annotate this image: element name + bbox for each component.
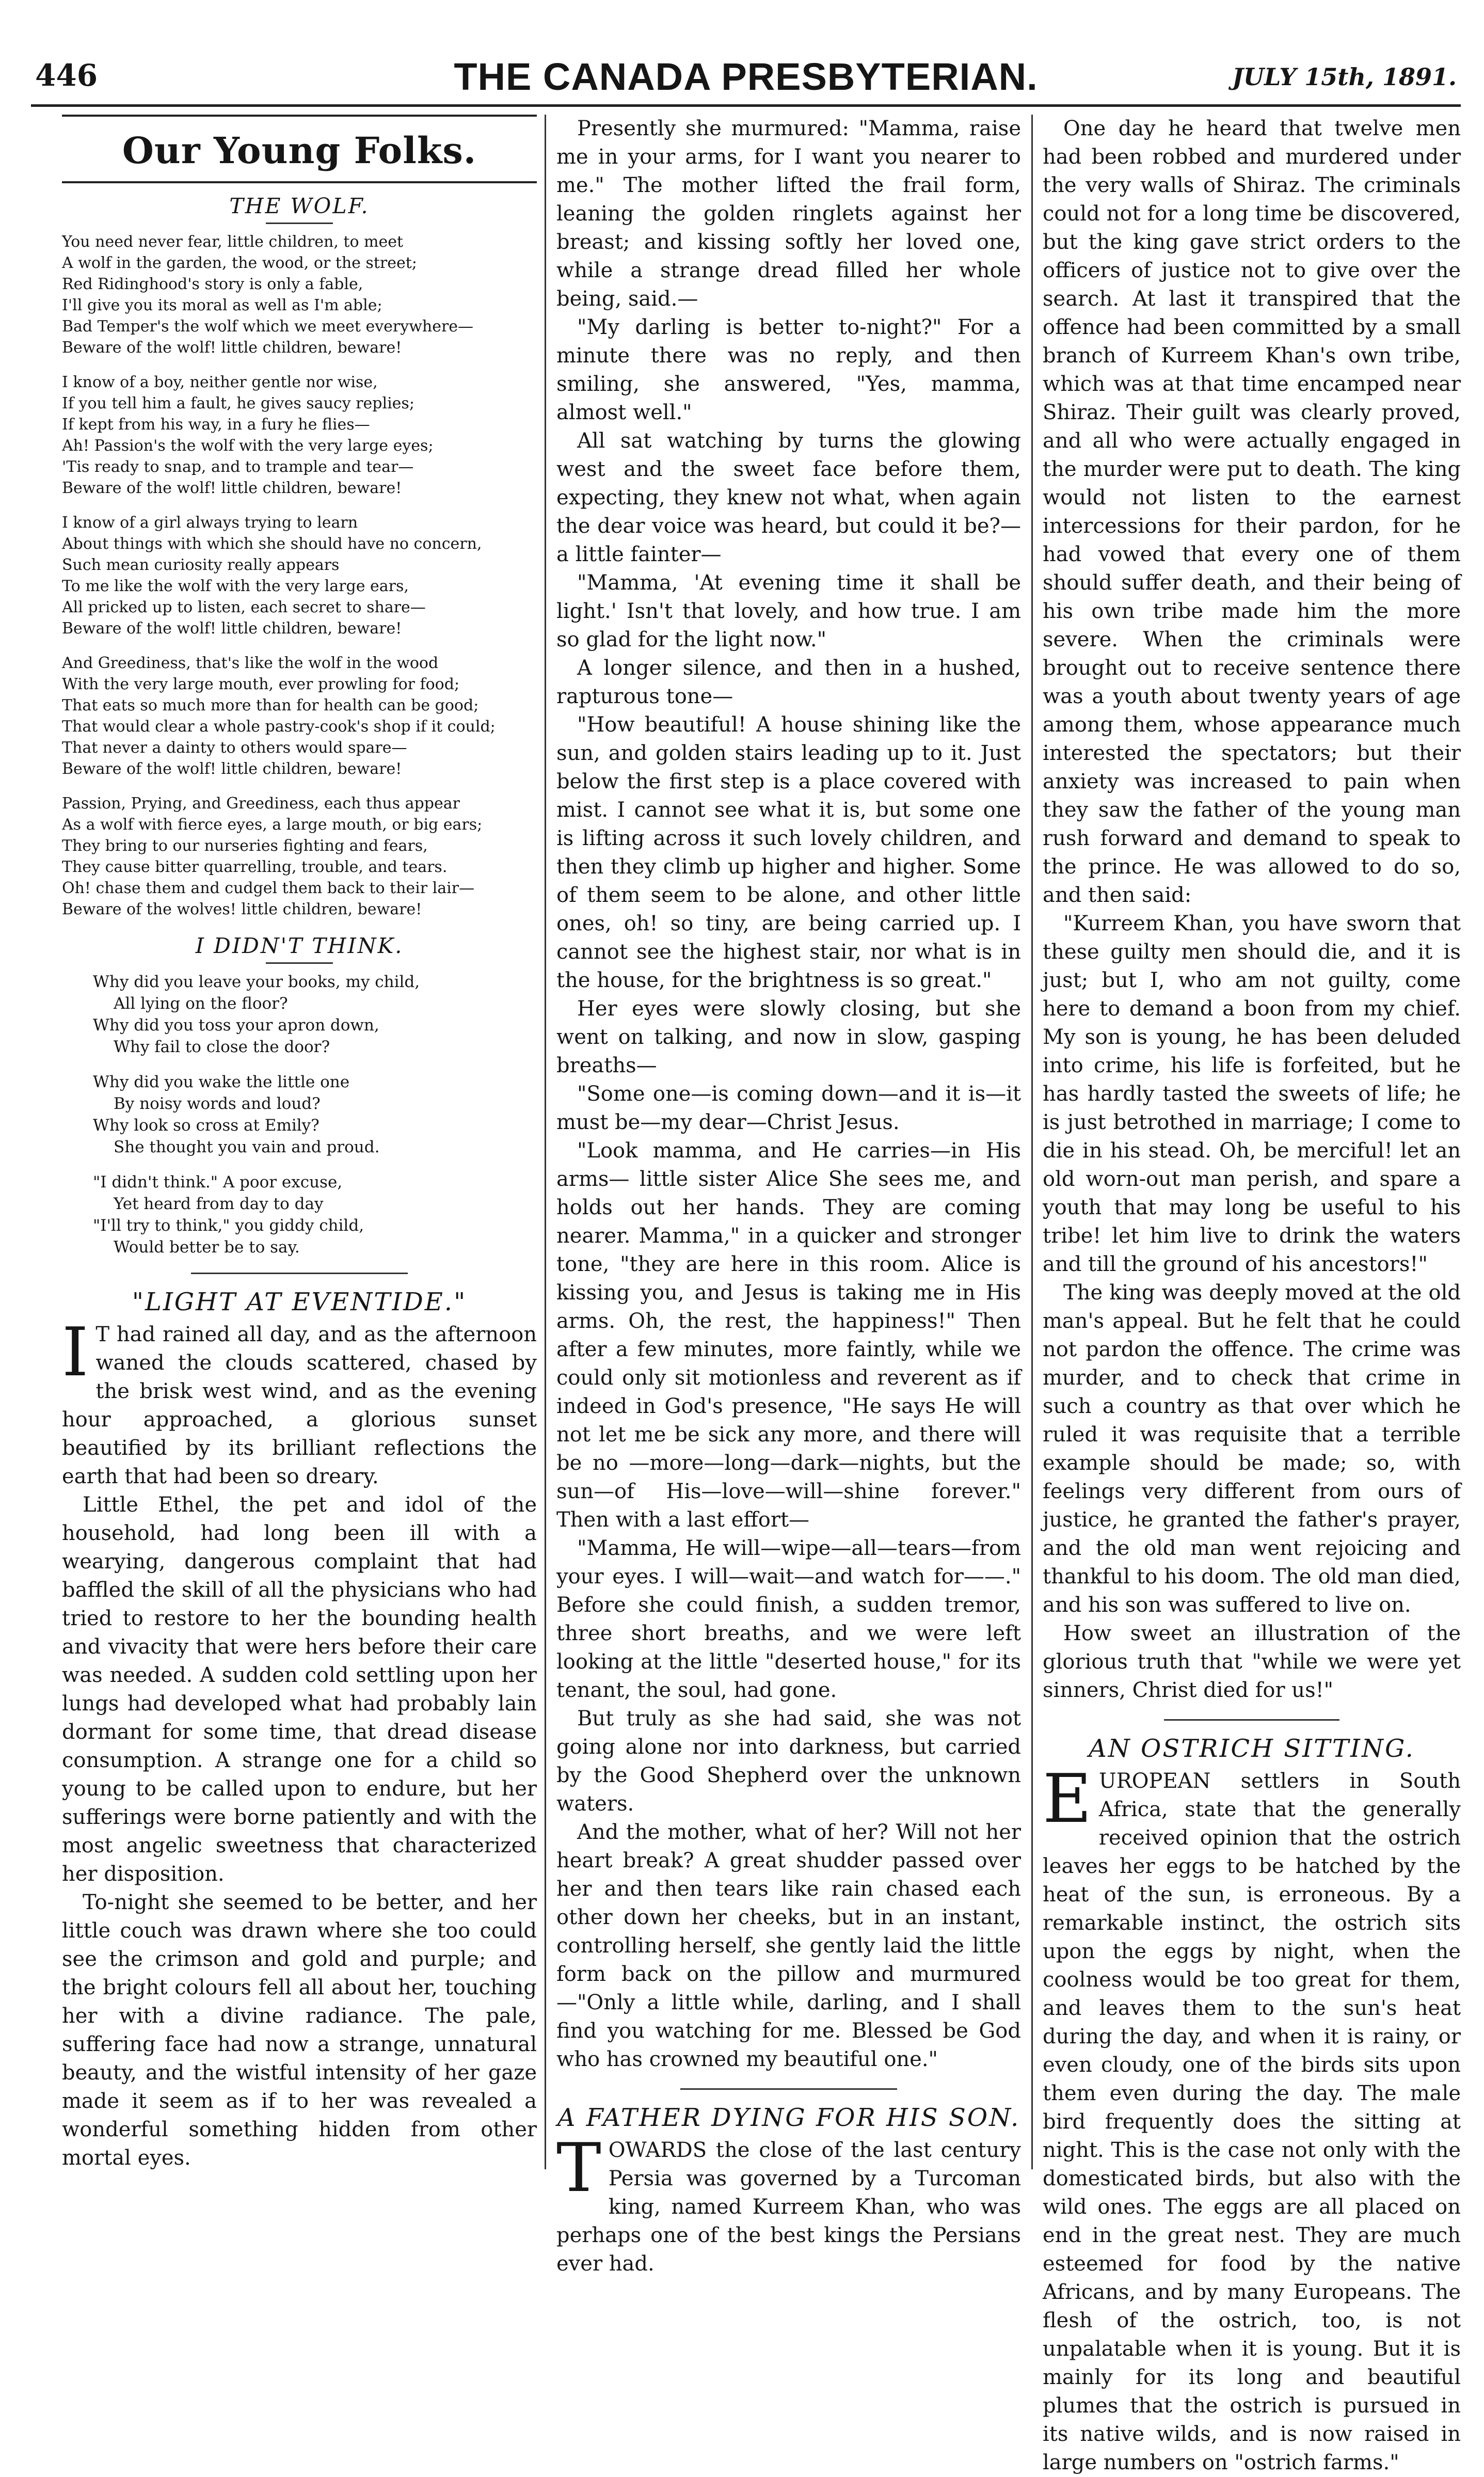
verse-line: I know of a boy, neither gentle nor wise, [62,373,378,391]
paragraph: "Look mamma, and He carries—in His arms— little sister Alice She sees me, and holds out her hands. They are coming nearer. Mamma," in a quicker and stronger tone, "they are here in this room. Alice is kissing you, and Jesus is taking me in His arms. Oh, the rest, the happiness!" Then after a few minutes, more faintly, while we could only sit motionless and reverent as if indeed in God's presence, "He says He will not let me be sick any more, and there will be no —more—long—dark—nights, but the sun—of His—love—will—shine forever." Then with a last effort— [556,1139,1021,1532]
paragraph: But truly as she had said, she was not going alone nor into darkness, but carried by the Good Shepherd over the unknown waters. [556,1707,1021,1816]
section-heading: Our Young Folks. [62,115,537,183]
verse-line: To me like the wolf with the very large ears, [62,577,409,595]
drop-cap: I [62,1313,89,1391]
stanza [93,1171,537,1258]
verse-line: By noisy words and loud? [114,1094,321,1113]
poem-title-the-wolf: THE WOLF. [229,194,370,218]
paragraph: One day he heard that twelve men had been robbed and murdered under the very walls of Shiraz. The criminals could not for a long time be discovered, but the king gave strict orders to the officers of justice not to give over the search. At last it transpired that the offence had been committed by a small branch of Kurreem Khan's own tribe, which was at that time encamped near Shiraz. Their guilt was clearly proved, and all who were actually engaged in the murder were put to death. The king would not listen to the earnest intercessions for their pardon, for he had vowed that every one of them should suffer death, and their being of his own tribe made him the more severe. When the criminals were brought out to receive sentence there was a youth about twenty years of age among them, whose appearance much interested the spectators; but their anxiety was increased to pain when they saw the father of the young man rush forward and demand to speak to the prince. He was allowed to do so, and then said: [1043,117,1461,907]
verse-line: Beware of the wolf! little children, beware! [62,620,402,638]
verse-line: Beware of the wolf! little children, beware! [62,760,402,778]
paragraph: How sweet an illustration of the glorious truth that "while we were yet sinners, Christ died for us!" [1043,1622,1461,1702]
paragraph: "How beautiful! A house shining like the sun, and golden stairs leading up to it. Just below the first step is a place covered with mist. I cannot see what it is, but some one is lifting across it such lovely children, and then they climb up higher and higher. Some of them seem to be alone, and other little ones, oh! so tiny, are being carried up. I cannot see the highest stair, nor what is in the house, for the brightness is so great." [556,713,1021,992]
stanza [62,653,537,780]
article-father-dying-part-2 [1043,115,1461,1705]
stanza [62,372,537,499]
verse-line: You need never fear, little children, to meet [62,233,404,251]
verse-line: Such mean curiosity really appears [62,556,340,574]
verse-line: Red Ridinghood's story is only a fable, [62,275,363,293]
paragraph: All sat watching by turns the glowing west and the sweet face before them, expecting, they knew not what, when again the dear voice was heard, but could it be?—a little fainter— [556,429,1021,566]
paragraph: "Some one—is coming down—and it is—it must be—my dear—Christ Jesus. [556,1082,1021,1134]
paragraph: The king was deeply moved at the old man's appeal. But he felt that he could not pardon the offence. The crime was murder, and to check that crime in such a country as that over which he ruled it was requisite that a terrible example should be made; so, with feelings very different from ours of justice, he granted the father's prayer, and the old man went rejoicing and thankful to his doom. The old man died, and his son was suffered to live on. [1043,1281,1461,1617]
verse-line: That eats so much more than for health can be good; [62,696,479,714]
verse-line: As a wolf with fierce eyes, a large mouth, or big ears; [62,816,483,834]
paragraph: "My darling is better to-night?" For a minute there was no reply, and then smiling, she answered, "Yes, mamma, almost well." [556,315,1021,424]
article-light-at-eventide-part-1 [62,1313,537,2172]
paragraph: I T had rained all day, and as the afternoon waned the clouds scattered, chased by the brisk west wind, and as the evening hour approached, a glorious sunset beautified by its brilliant reflections the earth that had been so dreary. [62,1313,537,1488]
verse-line: That never a dainty to others would spare— [62,739,407,757]
title-rule [266,962,333,964]
paragraph: And the mother, what of her? Will not her heart break? A great shudder passed over her and then tears like rain chased each other down her cheeks, but in an instant, controlling herself, she gently laid the little form back on the pillow and murmured—"Only a little while, darling, and I shall find you watching for me. Blessed be God who has crowned my beautiful one." [556,1820,1021,2071]
paragraph: Little Ethel, the pet and idol of the household, had long been ill with a wearying, dangerous complaint that had baffled the skill of all the physicians who had tried to restore to her the bounding health and vivacity that were hers before their care was needed. A sudden cold settling upon her lungs had developed what had probably lain dormant for some time, that dread disease consumption. A strange one for a child so young to be called upon to endure, but her sufferings were borne patiently and with the most angelic sweetness that characterized her disposition. [62,1493,537,1886]
paragraph: "Mamma, 'At evening time it shall be light.' Isn't that lovely, and how true. I am so glad for the light now." [556,571,1021,652]
article-father-dying-part-1 [556,2129,1021,2278]
paragraph: EUROPEAN settlers in South Africa, state that the generally received opinion that the ostrich leaves her eggs to be hatched by the heat of the sun, is erroneous. By a remarkable instinct, the ostrich sits upon the eggs by night, when the coolness would be too great for them, and leaves them to the sun's heat during the day, and when it is rainy, or even cloudy, one of the birds sits upon them even during the day. The male bird frequently does the sitting at night. This is the case not only with the domesticated birds, but also with the wild ones. The eggs are all placed on end in the great nest. They are much esteemed for food by the native Africans, and by many Europeans. The flesh of the ostrich, too, is not unpalatable when it is young. But it is mainly for its long and beautiful plumes that the ostrich is pursued in its native wilds, and is now raised in large numbers on "ostrich farms." [1043,1759,1461,2474]
verse-line: All pricked up to listen, each secret to share— [62,598,426,616]
verse-line: Why did you wake the little one [93,1073,350,1091]
column-rule [545,115,546,2169]
title-rule [266,223,333,224]
verse-line: That would clear a whole pastry-cook's shop if it could; [62,718,496,736]
verse-line: If you tell him a fault, he gives saucy replies; [62,394,414,412]
paragraph: Presently she murmured: "Mamma, raise me in your arms, for I want you nearer to me." The mother lifted the frail form, leaning the golden ringlets against her breast; and kissing softly her loved one, while a strange dread filled her whole being, said.— [556,117,1021,311]
verse-line: I'll give you its moral as well as I'm able; [62,296,382,314]
verse-line: Bad Temper's the wolf which we meet everywhere— [62,317,474,336]
verse-line: They bring to our nurseries fighting and fears, [62,837,428,855]
article-title-ostrich-sitting: AN OSTRICH SITTING. [1089,1734,1415,1763]
column-2 [556,115,1021,2276]
verse-line: 'Tis ready to snap, and to trample and tear— [62,458,414,476]
article-ostrich-sitting [1043,1759,1461,2477]
stanza [62,512,537,639]
article-rule [680,2088,897,2090]
verse-line: If kept from his way, in a fury he flies— [62,416,370,434]
verse-line: Ah! Passion's the wolf with the very large eyes; [62,437,434,455]
article-title-father-dying: A FATHER DYING FOR HIS SON. [557,2103,1020,2132]
article-light-at-eventide-part-2 [556,115,1021,2074]
verse-line: They cause bitter quarrelling, trouble, and tears. [62,858,448,876]
stanza [93,971,537,1058]
paragraph: To-night she seemed to be better, and her little couch was drawn where she too could see the crimson and gold and purple; and the bright colours fell all about her, touching her with a divine radiance. The pale, suffering face had now a strange, unnatural beauty, and the wistful intensity of her gaze made it seem as if to her was revealed a wonderful something hidden from other mortal eyes. [62,1891,537,2170]
verse-line: About things with which she should have no concern, [62,535,482,553]
drop-cap: E [1043,1759,1092,1838]
verse-line: With the very large mouth, ever prowling for food; [62,675,460,693]
poem-the-wolf [62,231,537,920]
article-rule [1164,1719,1339,1721]
verse-line: And Greediness, that's like the wolf in the wood [62,654,439,672]
verse-line: Beware of the wolf! little children, beware! [62,339,402,357]
verse-line: "I didn't think." A poor excuse, [93,1173,343,1192]
article-title-light-at-eventide: "LIGHT AT EVENTIDE." [132,1288,467,1316]
paragraph: "Mamma, He will—wipe—all—tears—from your eyes. I will—wait—and watch for——." Before she could finish, a sudden tremor, three short breaths, and we were left looking at the little "deserted house," for its tenant, the soul, had gone. [556,1536,1021,1702]
verse-line: "I'll try to think," you giddy child, [93,1216,364,1235]
paragraph: Her eyes were slowly closing, but she went on talking, and now in slow, gasping breaths— [556,997,1021,1077]
paragraph: TOWARDS the close of the last century Persia was governed by a Turcoman king, named Kurreem Khan, who was perhaps one of the best kings the Persians ever had. [556,2129,1021,2276]
verse-line: She thought you vain and proud. [114,1138,380,1156]
drop-cap: T [556,2129,601,2207]
column-3 [1043,115,1461,2474]
page-number: 446 [35,58,98,93]
verse-line: I know of a girl always trying to learn [62,514,358,532]
paragraph: A longer silence, and then in a hushed, rapturous tone— [556,656,1021,708]
verse-line: Beware of the wolf! little children, beware! [62,479,402,497]
stanza [62,231,537,358]
poem-i-didnt-think [62,971,537,1258]
verse-line: A wolf in the garden, the wood, or the street; [62,254,417,272]
paragraph: "Kurreem Khan, you have sworn that these guilty men should die, and it is just; but I, who am not guilty, come here to demand a boon from my chief. My son is young, he has been deluded into crime, his life is forfeited, but he has hardly tasted the sweets of life; he is just betrothed in marriage; I come to die in his stead. Oh, be merciful! let an old worn-out man perish, and spare a youth that may long be useful to his tribe! let him live to drink the waters and till the ground of his ancestors!" [1043,912,1461,1276]
verse-line: Why did you leave your books, my child, [93,973,420,991]
article-rule [191,1273,408,1274]
poem-title-i-didnt-think: I DIDN'T THINK. [195,933,404,958]
verse-line: Oh! chase them and cudgel them back to their lair— [62,879,475,897]
verse-line: Why fail to close the door? [114,1038,330,1056]
column-1 [62,115,537,2174]
verse-line: Why did you toss your apron down, [93,1016,379,1035]
column-rule [1031,115,1033,2169]
stanza [93,1071,537,1158]
verse-line: All lying on the floor? [114,994,288,1013]
verse-line: Passion, Prying, and Greediness, each thus appear [62,795,460,813]
stanza [62,793,537,920]
page-header [31,47,1461,107]
verse-line: Beware of the wolves! little children, beware! [62,900,422,918]
issue-date: JULY 15th, 1891. [1232,63,1457,91]
masthead: THE CANADA PRESBYTERIAN. [454,55,1038,98]
verse-line: Why look so cross at Emily? [93,1116,320,1135]
verse-line: Yet heard from day to day [114,1195,324,1213]
verse-line: Would better be to say. [114,1238,300,1257]
